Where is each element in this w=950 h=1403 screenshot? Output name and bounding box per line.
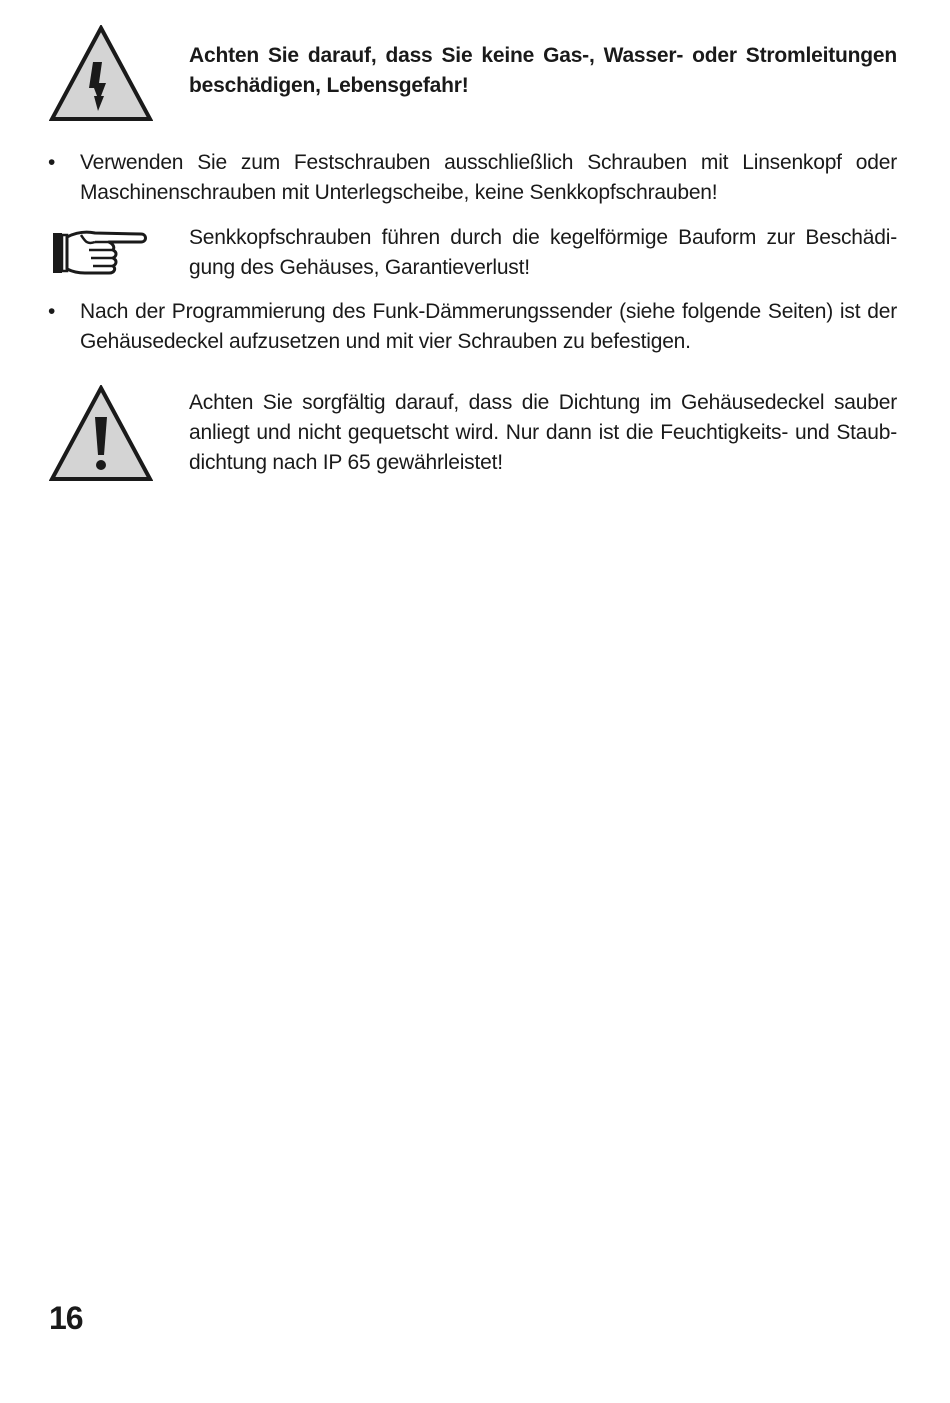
bullet-1-line-2: Maschinenschrauben mit Unterlegscheibe, keine Senkkopfschrauben!	[80, 181, 718, 204]
seal-warning-line-3: dichtung nach IP 65 gewährleistet!	[189, 451, 503, 474]
note-line-2: gung des Gehäuses, Garantieverlust!	[189, 256, 530, 279]
bullet-1-symbol: •	[48, 151, 56, 174]
electrical-warning-line-2: beschädigen, Lebensgefahr!	[189, 74, 469, 97]
pointing-hand-icon	[51, 227, 149, 279]
bullet-2-symbol: •	[48, 300, 56, 323]
lightning-warning-icon	[49, 25, 153, 122]
note-text	[189, 223, 897, 283]
bullet-1-line-1: Verwenden Sie zum Festschrauben ausschließlich Schrauben mit Linsenkopf oder	[80, 151, 897, 174]
bullet-1-text	[80, 148, 897, 208]
bullet-2-line-2: Gehäusedeckel aufzusetzen und mit vier Schrauben zu befestigen.	[80, 330, 691, 353]
page-number: 16	[49, 1300, 83, 1336]
bullet-2-text	[80, 297, 897, 357]
exclamation-warning-icon	[49, 385, 153, 482]
electrical-warning-line-1: Achten Sie darauf, dass Sie keine Gas-, Wasser- oder Stromleitungen	[189, 44, 897, 67]
bullet-2-line-1: Nach der Programmierung des Funk-Dämmerungssender (siehe folgende Seiten) ist der	[80, 300, 897, 323]
electrical-warning-text	[189, 41, 897, 101]
seal-warning-line-2: anliegt und nicht gequetscht wird. Nur dann ist die Feuchtigkeits- und Staub-	[189, 421, 897, 444]
seal-warning-line-1: Achten Sie sorgfältig darauf, dass die Dichtung im Gehäusedeckel sauber	[189, 391, 897, 414]
seal-warning-text	[189, 388, 897, 478]
note-line-1: Senkkopfschrauben führen durch die kegelförmige Bauform zur Beschädi-	[189, 226, 897, 249]
